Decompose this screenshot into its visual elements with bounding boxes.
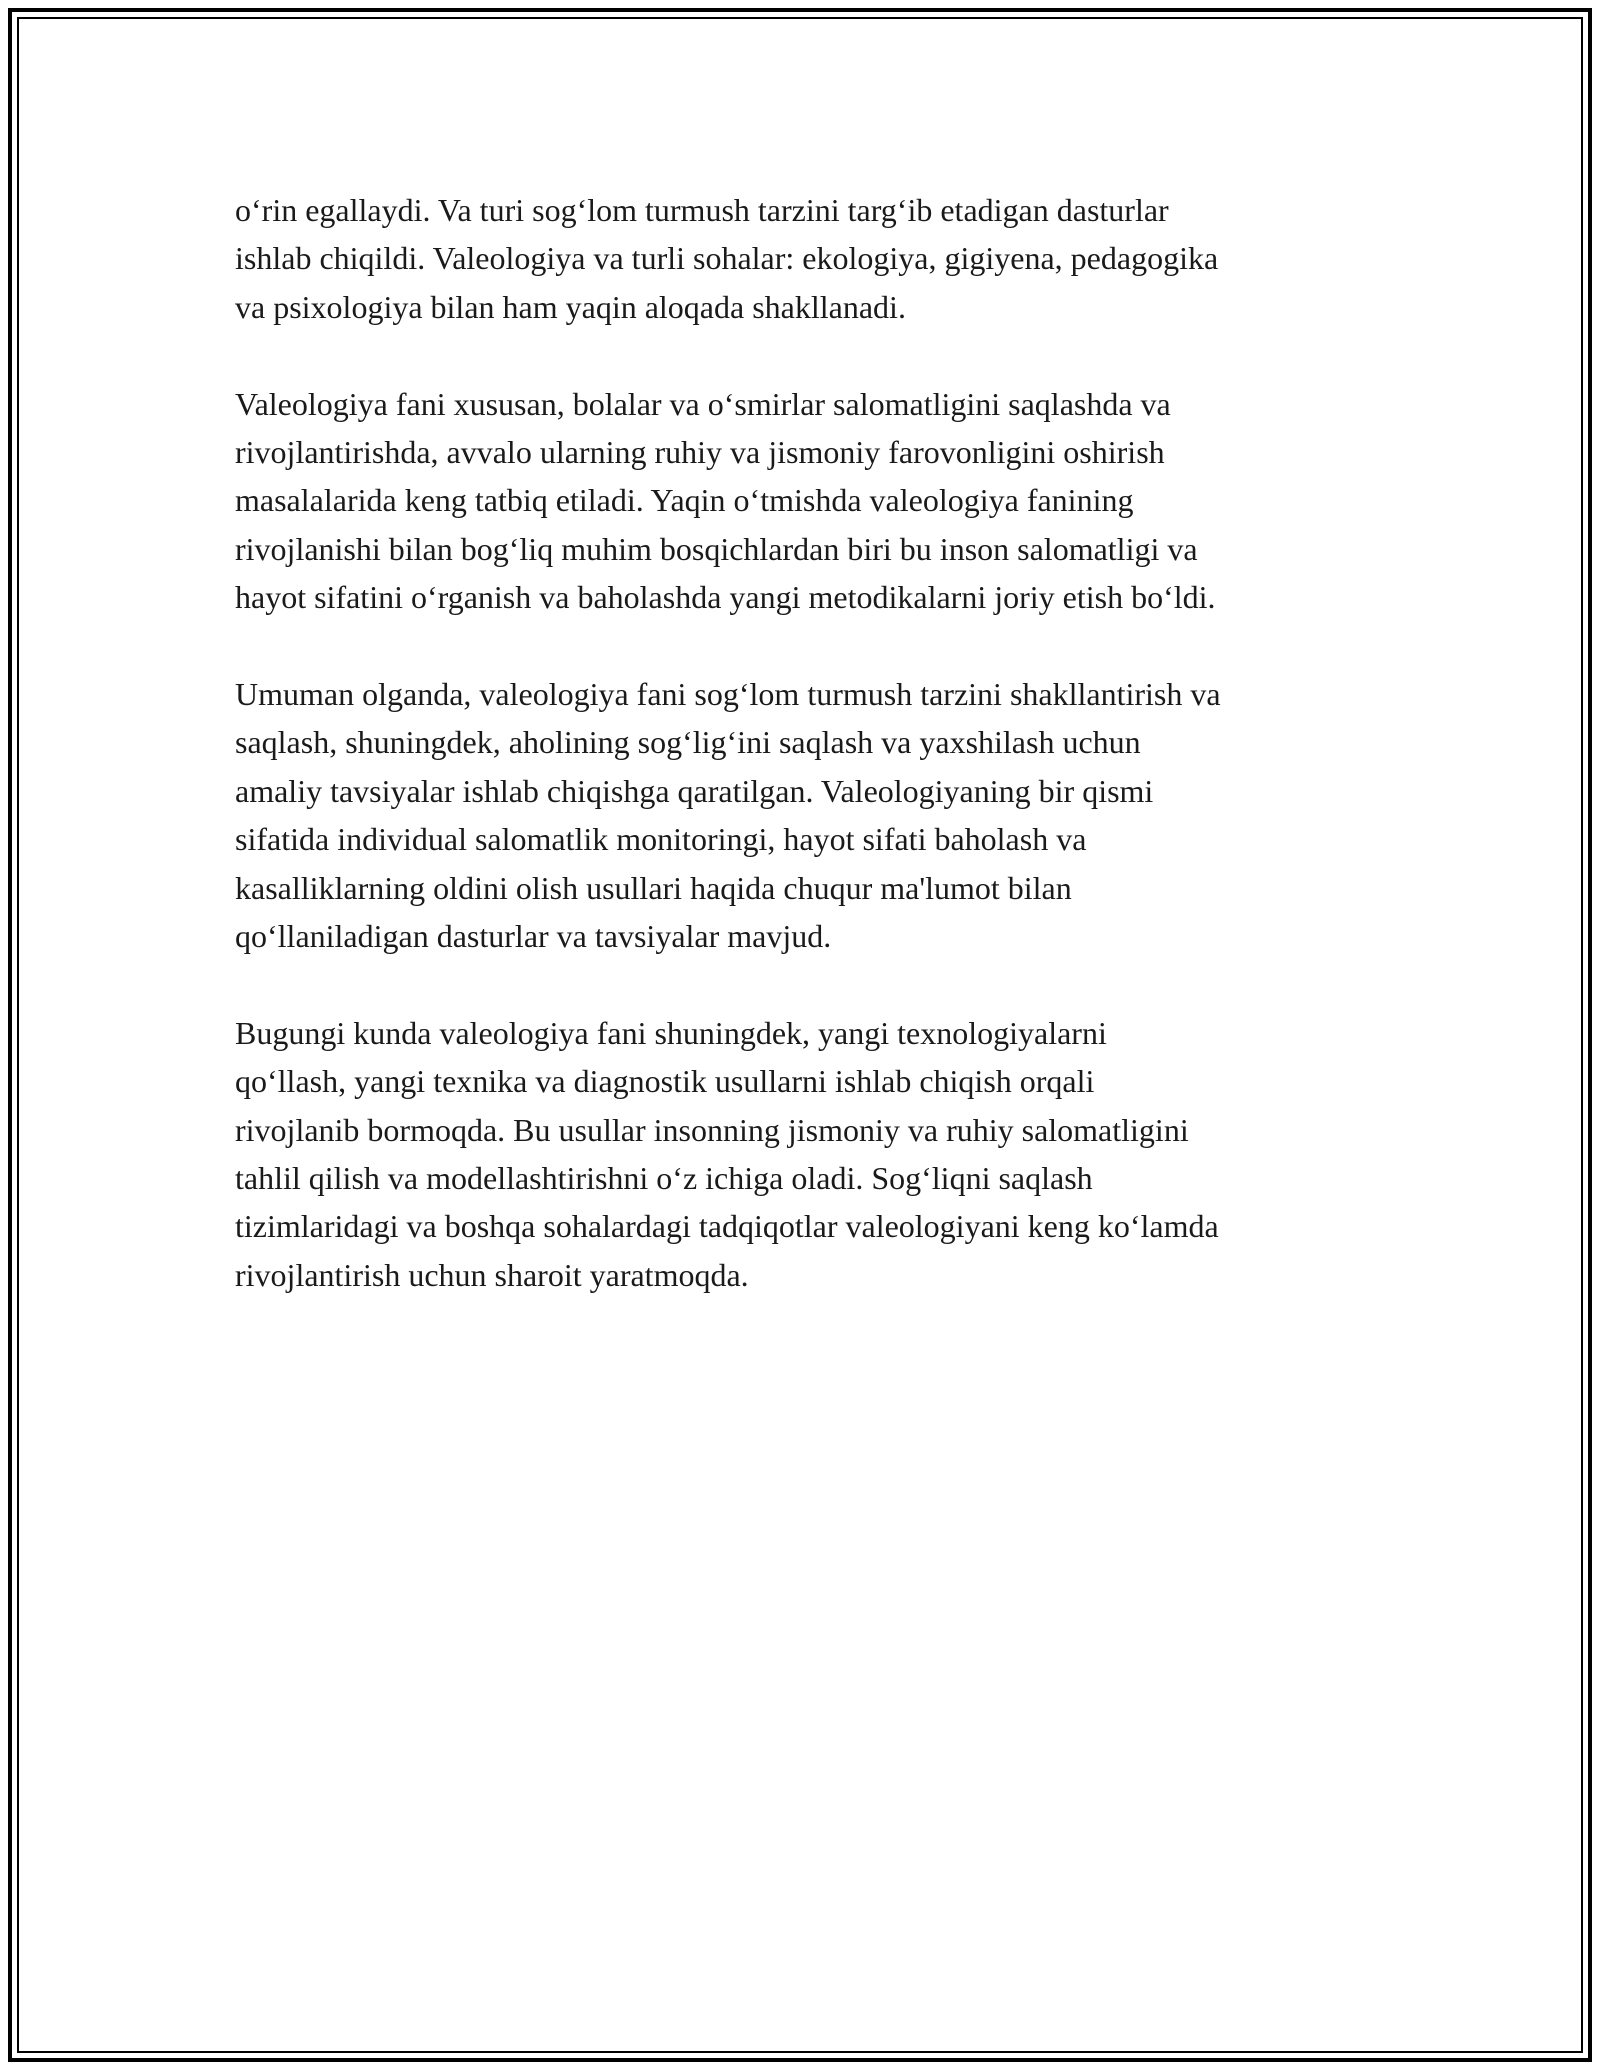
paragraph: o‘rin egallaydi. Va turi sog‘lom turmush tarzini targ‘ib etadigan dasturlar ishlab chiqildi. Valeologiya va turli sohalar: ekologiya, gigiyena, pedagogika va psixologiya bilan ham yaqin aloqada shakllanadi. bbox=[235, 192, 1219, 325]
document-body bbox=[235, 186, 1375, 1348]
paragraph: Valeologiya fani xususan, bolalar va o‘smirlar salomatligini saqlashda va rivojlantirishda, avvalo ularning ruhiy va jismoniy farovonligini oshirish masalalarida keng tatbiq etiladi. Yaqin o‘tmishda valeologiya fanining rivojlanishi bilan bog‘liq muhim bosqichlardan biri bu inson salomatligi va hayot sifatini o‘rganish va baholashda yangi metodikalarni joriy etish bo‘ldi. bbox=[235, 385, 1216, 616]
paragraph: Umuman olganda, valeologiya fani sog‘lom turmush tarzini shakllantirish va saqlash, shuningdek, aholining sog‘lig‘ini saqlash va yaxshilash uchun amaliy tavsiyalar ishlab chiqishga qaratilgan. Valeologiyaning bir qismi sifatida individual salomatlik monitoringi, hayot sifati baholash va kasalliklarning oldini olish usullari haqida chuqur ma'lumot bilan qo‘llaniladigan dasturlar va tavsiyalar mavjud. bbox=[235, 676, 1221, 955]
paragraph: Bugungi kunda valeologiya fani shuningdek, yangi texnologiyalarni qo‘llash, yangi texnika va diagnostik usullarni ishlab chiqish orqali rivojlanib bormoqda. Bu usullar insonning jismoniy va ruhiy salomatligini tahlil qilish va modellashtirishni o‘z ichiga oladi. Sog‘liqni saqlash tizimlaridagi va boshqa sohalardagi tadqiqotlar valeologiyani keng ko‘lamda rivojlantirish uchun sharoit yaratmoqda. bbox=[235, 1014, 1219, 1293]
